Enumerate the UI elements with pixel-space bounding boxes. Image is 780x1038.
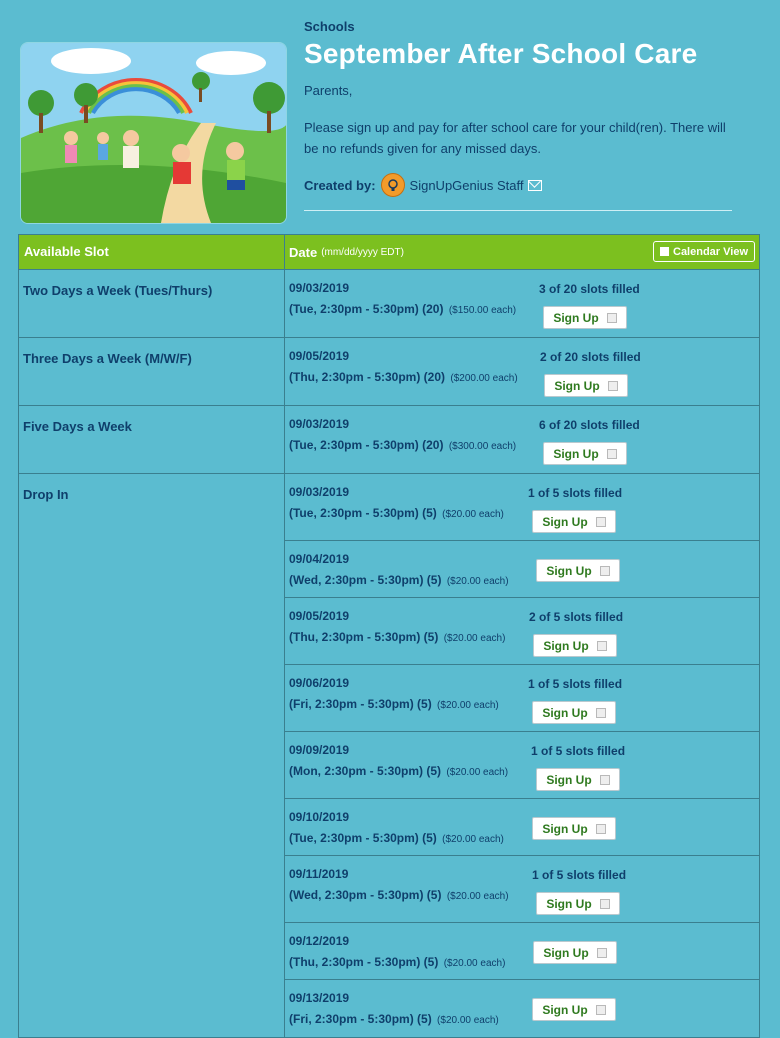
slot-price: ($20.00 each): [443, 633, 506, 644]
slots-filled-status: 2 of 5 slots filled: [529, 610, 624, 624]
checkbox-icon[interactable]: [600, 566, 610, 576]
slot-row: [285, 732, 759, 799]
sign-up-button[interactable]: [532, 701, 616, 724]
slot-date: 09/13/2019: [289, 991, 350, 1005]
slot-date: 09/03/2019: [289, 485, 350, 499]
slot-row: [285, 406, 759, 473]
slot-date: 09/03/2019: [289, 417, 350, 431]
sign-up-label: Sign Up: [543, 945, 589, 960]
checkbox-icon[interactable]: [608, 381, 618, 391]
sign-up-label: Sign Up: [553, 446, 599, 461]
date-format-label: (mm/dd/yyyy EDT): [321, 246, 404, 258]
checkbox-icon[interactable]: [600, 899, 610, 909]
slot-time-text: (Thu, 2:30pm - 5:30pm) (5): [289, 630, 439, 644]
slot-row: [285, 799, 759, 856]
date-header-label: Date: [289, 244, 318, 260]
slots-filled-status: 1 of 5 slots filled: [532, 868, 627, 882]
slot-row: [285, 980, 759, 1037]
slot-group: [19, 270, 759, 338]
greeting-text: Parents,: [304, 83, 353, 98]
checkbox-icon[interactable]: [607, 313, 617, 323]
slot-time-text: (Tue, 2:30pm - 5:30pm) (20): [289, 438, 444, 452]
sign-up-button[interactable]: [543, 306, 627, 329]
slot-row: [285, 856, 759, 923]
slots-filled-status: 1 of 5 slots filled: [528, 486, 623, 500]
slot-group-name: Drop In: [19, 474, 285, 1037]
slot-time: [289, 955, 505, 969]
slots-filled-status: 3 of 20 slots filled: [539, 282, 640, 296]
sign-up-label: Sign Up: [546, 563, 592, 578]
checkbox-icon[interactable]: [596, 708, 606, 718]
slot-row: [285, 338, 759, 405]
slot-date: 09/12/2019: [289, 934, 350, 948]
slot-group: [19, 406, 759, 474]
signup-table: [18, 234, 760, 1038]
sign-up-label: Sign Up: [542, 1002, 588, 1017]
header-illustration: [20, 42, 287, 224]
slot-date: 09/05/2019: [289, 609, 350, 623]
table-body: [19, 270, 759, 1038]
sign-up-button[interactable]: [532, 510, 616, 533]
sign-up-label: Sign Up: [542, 705, 588, 720]
slot-price: ($20.00 each): [442, 509, 504, 520]
sign-up-button[interactable]: [543, 442, 627, 465]
slot-date: 09/10/2019: [289, 810, 350, 824]
slot-time-text: (Tue, 2:30pm - 5:30pm) (5): [289, 506, 437, 520]
slots-filled-status: 1 of 5 slots filled: [531, 744, 626, 758]
slot-row: [285, 541, 759, 598]
slot-price: ($300.00 each): [448, 441, 517, 452]
category-label[interactable]: Schools: [304, 19, 355, 34]
slot-time-text: (Fri, 2:30pm - 5:30pm) (5): [289, 697, 432, 711]
slot-price: ($20.00 each): [437, 1015, 499, 1026]
slot-time-text: (Wed, 2:30pm - 5:30pm) (5): [289, 888, 442, 902]
slot-time-text: (Tue, 2:30pm - 5:30pm) (5): [289, 831, 437, 845]
author-link[interactable]: SignUpGenius Staff: [409, 177, 524, 193]
checkbox-icon[interactable]: [596, 1005, 606, 1015]
calendar-icon: [660, 247, 669, 256]
checkbox-icon[interactable]: [600, 775, 610, 785]
created-by-label: Created by:: [304, 177, 376, 193]
sign-up-button[interactable]: [536, 559, 620, 582]
slot-time-text: (Fri, 2:30pm - 5:30pm) (5): [289, 1012, 432, 1026]
sign-up-button[interactable]: [536, 892, 620, 915]
slots-filled-status: 1 of 5 slots filled: [528, 677, 623, 691]
sign-up-button[interactable]: [533, 941, 617, 964]
slots-filled-status: 2 of 20 slots filled: [540, 350, 641, 364]
page-title: September After School Care: [304, 38, 698, 69]
divider: [304, 210, 732, 211]
checkbox-icon[interactable]: [596, 517, 606, 527]
sign-up-button[interactable]: [536, 768, 620, 791]
sign-up-button[interactable]: [544, 374, 628, 397]
slot-date: 09/06/2019: [289, 676, 350, 690]
sign-up-label: Sign Up: [553, 310, 599, 325]
slot-time: [289, 630, 505, 644]
slot-row: [285, 598, 759, 665]
slot-group-name: Five Days a Week: [19, 406, 285, 473]
email-icon[interactable]: [528, 180, 542, 191]
slots-filled-status: 6 of 20 slots filled: [539, 418, 640, 432]
slot-group: [19, 474, 759, 1038]
slot-time: [289, 573, 509, 587]
slot-time: [289, 506, 504, 520]
slot-date: 09/03/2019: [289, 281, 350, 295]
slot-date: 09/11/2019: [289, 867, 349, 881]
slot-time: [289, 370, 518, 384]
calendar-view-label: Calendar View: [673, 245, 748, 258]
slot-time-text: (Mon, 2:30pm - 5:30pm) (5): [289, 764, 442, 778]
slot-price: ($20.00 each): [437, 700, 499, 711]
slot-time: [289, 302, 516, 316]
sign-up-button[interactable]: [532, 998, 616, 1021]
slot-time: [289, 831, 504, 845]
checkbox-icon[interactable]: [607, 449, 617, 459]
checkbox-icon[interactable]: [597, 641, 607, 651]
slot-row: [285, 923, 759, 980]
slot-time-text: (Thu, 2:30pm - 5:30pm) (20): [289, 370, 446, 384]
slot-group-name: Two Days a Week (Tues/Thurs): [19, 270, 285, 337]
slot-row: [285, 270, 759, 337]
table-header: [19, 235, 759, 270]
sign-up-label: Sign Up: [546, 896, 592, 911]
slot-price: ($20.00 each): [442, 834, 504, 845]
column-header-date: [285, 235, 759, 269]
sign-up-label: Sign Up: [546, 772, 592, 787]
slot-row: [285, 474, 759, 541]
signupgenius-logo-icon: [381, 173, 405, 197]
slot-date: 09/05/2019: [289, 349, 350, 363]
slot-price: ($20.00 each): [443, 958, 506, 969]
calendar-view-button[interactable]: [653, 241, 755, 262]
sign-up-button[interactable]: [532, 817, 616, 840]
checkbox-icon[interactable]: [597, 948, 607, 958]
slot-time: [289, 888, 509, 902]
slot-group: [19, 338, 759, 406]
slot-date: 09/04/2019: [289, 552, 350, 566]
slot-group-name: Three Days a Week (M/W/F): [19, 338, 285, 405]
slot-price: ($20.00 each): [446, 576, 509, 587]
sign-up-label: Sign Up: [542, 514, 588, 529]
checkbox-icon[interactable]: [596, 824, 606, 834]
slot-date: 09/09/2019: [289, 743, 350, 757]
slot-time-text: (Thu, 2:30pm - 5:30pm) (5): [289, 955, 439, 969]
slot-row: [285, 665, 759, 732]
column-header-slot: Available Slot: [19, 235, 285, 269]
slot-time-text: (Wed, 2:30pm - 5:30pm) (5): [289, 573, 442, 587]
sign-up-label: Sign Up: [542, 821, 588, 836]
slot-time: [289, 438, 516, 452]
slot-time-text: (Tue, 2:30pm - 5:30pm) (20): [289, 302, 444, 316]
sign-up-button[interactable]: [533, 634, 617, 657]
slot-time: [289, 764, 508, 778]
sign-up-label: Sign Up: [554, 378, 600, 393]
slot-price: ($200.00 each): [450, 373, 518, 384]
created-by: [304, 173, 542, 197]
slot-price: ($20.00 each): [446, 767, 509, 778]
description-text: Please sign up and pay for after school care for your child(ren). There will be no refunds given for any missed days.: [304, 120, 726, 156]
slot-time: [289, 697, 499, 711]
slot-time: [289, 1012, 499, 1026]
slot-price: ($20.00 each): [446, 891, 509, 902]
slot-price: ($150.00 each): [448, 305, 517, 316]
sign-up-label: Sign Up: [543, 638, 589, 653]
